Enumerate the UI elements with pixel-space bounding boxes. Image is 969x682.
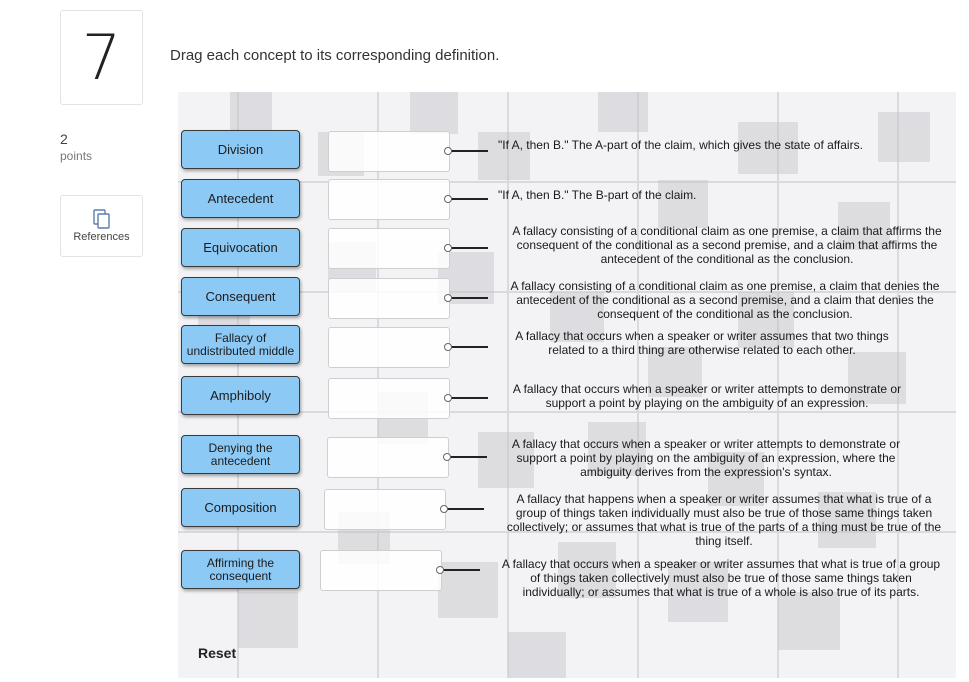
concept-chip-antecedent[interactable]: Antecedent [181,179,300,218]
drop-slot-5[interactable] [328,327,450,368]
connector-dot [436,566,444,574]
drop-slot-9[interactable] [320,550,442,591]
connector-line [450,397,488,399]
definition-6: A fallacy that occurs when a speaker or writer attempts to demonstrate or support a point by playing on the ambiguity of an expression. [512,382,902,410]
points-label: points [60,149,93,163]
references-label: References [73,231,130,243]
connector-dot [444,147,452,155]
question-number-box [60,10,143,105]
definition-7: A fallacy that occurs when a speaker or writer attempts to demonstrate or support a point by playing on the ambiguity of an expression, where the ambiguity derives from the expression's syntax. [511,437,901,479]
connector-dot [444,343,452,351]
concept-chip-affirming-the-consequent[interactable]: Affirming the consequent [181,550,300,589]
question-number: 7 [81,20,122,94]
connector-line [449,456,487,458]
connector-line [450,346,488,348]
concept-chip-equivocation[interactable]: Equivocation [181,228,300,267]
instruction-text: Drag each concept to its corresponding definition. [170,47,500,64]
definition-1: "If A, then B." The A-part of the claim, which gives the state of affairs. [498,138,863,152]
concept-chip-division[interactable]: Division [181,130,300,169]
connector-dot [443,453,451,461]
connector-line [446,508,484,510]
drop-slot-2[interactable] [328,179,450,220]
connector-line [450,198,488,200]
concept-chip-consequent[interactable]: Consequent [181,277,300,316]
points-value: 2 [60,131,68,147]
definition-3: A fallacy consisting of a conditional claim as one premise, a claim that affirms the consequent of the conditional as a second premise, and a claim that affirms the antecedent of the conditional as the conclusion. [512,224,942,266]
concept-chip-amphiboly[interactable]: Amphiboly [181,376,300,415]
concept-chip-denying-the-antecedent[interactable]: Denying the antecedent [181,435,300,474]
definition-4: A fallacy consisting of a conditional claim as one premise, a claim that denies the antecedent of the conditional as a second premise, and a claim that denies the consequent of the conditional as the conclusion. [510,279,940,321]
connector-line [450,150,488,152]
connector-dot [440,505,448,513]
drop-slot-8[interactable] [324,489,446,530]
concept-chip-undistributed-middle[interactable]: Fallacy of undistributed middle [181,325,300,364]
drop-slot-1[interactable] [328,131,450,172]
definition-2: "If A, then B." The B-part of the claim. [498,188,697,202]
definition-8: A fallacy that happens when a speaker or writer assumes that what is true of a group of things taken individually must also be true of those same things taken collectively; or assumes that what is true of the parts of a thing must be true of the thing itself. [506,492,942,548]
connector-line [442,569,480,571]
drop-slot-7[interactable] [327,437,449,478]
connector-dot [444,195,452,203]
connector-line [450,297,488,299]
connector-dot [444,394,452,402]
definition-5: A fallacy that occurs when a speaker or writer assumes that two things related to a third thing are otherwise related to each other. [515,329,889,357]
connector-dot [444,244,452,252]
drop-slot-4[interactable] [328,278,450,319]
definition-9: A fallacy that occurs when a speaker or writer assumes that what is true of a group of things taken collectively must also be true of those same things taken individually; or assumes that what is true of a whole is also true of its parts. [501,557,941,599]
drop-slot-6[interactable] [328,378,450,419]
reset-button[interactable]: Reset [198,645,237,661]
references-icon [92,208,112,230]
connector-dot [444,294,452,302]
drop-slot-3[interactable] [328,228,450,269]
concept-chip-composition[interactable]: Composition [181,488,300,527]
connector-line [450,247,488,249]
references-button[interactable] [60,195,143,257]
